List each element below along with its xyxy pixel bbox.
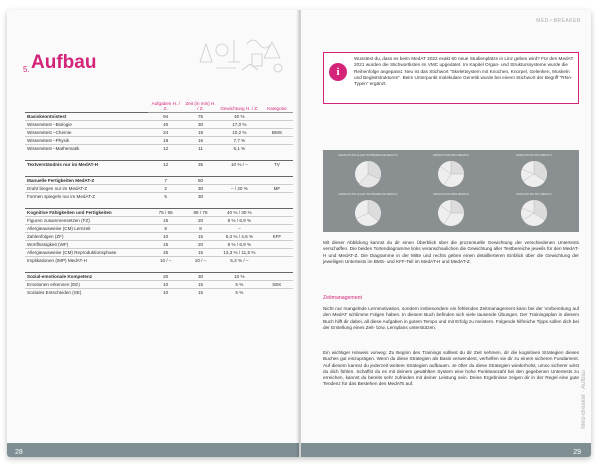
table-cell: 20 — [183, 217, 218, 225]
row-label: Figuren zusammensetzen (FZ) — [25, 217, 148, 225]
table-cell: 20 — [183, 241, 218, 249]
category-cell: KFF — [261, 233, 293, 241]
category-cell — [261, 193, 293, 201]
pie-chart — [412, 192, 490, 228]
science-doodles-icon — [192, 32, 287, 77]
table-cell: 5,1 % — [218, 145, 261, 153]
category-cell: MF — [261, 185, 293, 193]
table-cell: 7 — [148, 177, 183, 185]
table-header: Zeit (in min) H. / Z. — [183, 100, 218, 113]
book-spread — [7, 10, 591, 457]
table-header-row — [25, 100, 293, 113]
category-cell: TV — [261, 161, 293, 169]
table-header: Aufgaben H. / Z. — [148, 100, 183, 113]
category-cell — [261, 225, 293, 233]
table-cell: 12 — [148, 145, 183, 153]
table-cell — [218, 177, 261, 185]
row-label: Soziales Entscheiden (SE) — [25, 289, 148, 297]
table-cell: 10 / – — [148, 257, 183, 265]
table-cell: 88 / 78 — [183, 209, 218, 217]
test-structure-table — [25, 100, 293, 296]
category-cell — [261, 257, 293, 265]
row-label: Manuelle Fertigkeiten MedAT-Z — [25, 177, 148, 185]
row-label: Wissenstest –Mathematik — [25, 145, 148, 153]
table-cell: 30 — [183, 121, 218, 129]
row-label: Sozial-emotionale Kompetenz — [25, 273, 148, 281]
pie-chart — [495, 192, 573, 228]
category-cell — [261, 273, 293, 281]
row-label: Allergieausweise (CM) Reproduktionsphase — [25, 249, 148, 257]
table-cell: 12 — [148, 161, 183, 169]
table-cell: 7,7 % — [218, 137, 261, 145]
table-cell: 30 — [183, 185, 218, 193]
row-label: Wissenstest –Biologie — [25, 121, 148, 129]
info-box — [323, 52, 579, 104]
section-heading: Zeitmanagement — [323, 295, 362, 301]
table-row — [25, 193, 293, 201]
pie-chart-graphic — [412, 153, 490, 189]
category-cell — [261, 217, 293, 225]
table-cell: 15 — [183, 249, 218, 257]
table-cell: 10 — [148, 281, 183, 289]
table-cell: 40 — [148, 121, 183, 129]
category-cell — [261, 145, 293, 153]
row-label: Emotionen erkennen (EE) — [25, 281, 148, 289]
row-label: Wissenstest –Chemie — [25, 129, 148, 137]
table-cell: 30 — [183, 273, 218, 281]
table-row — [25, 121, 293, 129]
table-spacer — [25, 152, 293, 161]
page-footer — [7, 443, 299, 457]
table-header — [25, 100, 148, 113]
paragraph-strategy-hint: Ein wichtiger Hinweis vorweg: Zu Beginn des Trainings solltest du dir Zeit nehmen, dir die kognitiven Strategien dieses Buches gut einzuprägen. Wenn du diese Strategien als Basis verwendest, verhelfen sie dir zu einem sicheren Fundament. Auf diesem kannst du jederzeit weitere Strategien aufbauen. Je öfter du diese Strategien wiederholst, umso sicherer wirst du dich fühlen. Schaffst du es mit deinem gewählten System eine hohe Punkteanzahl bei den gegebenen Untertests zu erreichen, kannst du bereits sehr zufrieden mit deiner Leistung sein. Deine Ergebnisse zeigen dir in der Regel eine gute Tendenz für das Bestehen des MedATs auf. — [323, 350, 579, 387]
row-label: Wortflüssigkeit (WF) — [25, 241, 148, 249]
info-text: Wusstest du, dass es beim MedAT 2022 exakt 60 neue Studienplätze in Linz geben wird? Für den MedAT 2021 wurden die Stichwortlisten im VMC upgedatet. Im Kapitel Organ- und Strukturssysteme wurde die Reihenfolge angepasst. Neu ist das Stichwort "Skelettsystem mit Knochen, Knorpel, Gelenken, Muskeln und Begleitstrukturen". Beim Unterpunkt molekulare Genetik wurde bei einem Stichwort der Begriff "RNA-Typen" ergänzt. — [354, 56, 574, 87]
pie-charts-figure — [323, 150, 579, 232]
table-cell: 30 — [183, 193, 218, 201]
pie-chart — [412, 153, 490, 189]
table-row — [25, 129, 293, 137]
table-body — [25, 113, 293, 297]
pie-caption: GEWICHTUNG ALLER TESTBEREICHE MEDAT-H — [338, 154, 398, 157]
table-cell: 10 — [148, 233, 183, 241]
category-cell — [261, 137, 293, 145]
table-cell: 5,3 % / – — [218, 257, 261, 265]
table-cell: 8 % / 6,9 % — [218, 241, 261, 249]
info-icon: i — [329, 63, 347, 81]
table-cell: 2 — [148, 185, 183, 193]
row-label: Textverständnis nur im MedAT-H — [25, 161, 148, 169]
row-label: Wissenstest –Physik — [25, 137, 148, 145]
right-page — [301, 10, 591, 457]
pie-chart — [329, 192, 407, 228]
table-cell: 10 — [148, 289, 183, 297]
category-cell — [261, 241, 293, 249]
pie-caption: GEWICHTUNG KFF MEDAT-H — [516, 154, 552, 157]
table-cell: 40 % — [218, 113, 261, 121]
table-header: Kategorie — [261, 100, 293, 113]
table-cell: 10 / – — [183, 257, 218, 265]
pie-chart — [495, 153, 573, 189]
row-label: Formen spiegeln nur im MedAT-Z — [25, 193, 148, 201]
table-cell: 10 % / – — [218, 161, 261, 169]
table-cell: 8 — [148, 225, 183, 233]
table-spacer — [25, 200, 293, 209]
row-label: Basiskenntnistest — [25, 113, 148, 121]
table-row — [25, 161, 293, 169]
table-cell: 8 — [183, 225, 218, 233]
table-cell: 15 — [183, 233, 218, 241]
table-row — [25, 137, 293, 145]
category-cell — [261, 113, 293, 121]
table-cell: 5,3 % / 4,6 % — [218, 233, 261, 241]
table-cell: – — [218, 225, 261, 233]
table-cell — [218, 193, 261, 201]
table-cell: 75 / 65 — [148, 209, 183, 217]
table-row — [25, 185, 293, 193]
table-cell: 25 — [148, 249, 183, 257]
table-cell: 13,3 % / 11,5 % — [218, 249, 261, 257]
table-row — [25, 209, 293, 217]
pie-chart-graphic — [495, 153, 573, 189]
paragraph-figure-explanation: Mit dieser Abbildung kannst du dir einen Überblick über die prozentuelle Gewichtung der verschiedenen Untertests verschaffen. Die beiden Tortendiagramme links veranschaulichen die Gewichtung aller Testbereiche jeweils für den MedAT-H und MedAT-Z. Die Diagramme in der Mitte und rechts geben einen detaillierteren Einblick über die Gewichtung der jeweiligen Untertests im BMS- und KFF-Teil im MedAT-H und MedAT-Z. — [323, 240, 579, 264]
table-cell: 35 — [183, 161, 218, 169]
table-cell: 15 — [183, 289, 218, 297]
table-row — [25, 249, 293, 257]
table-cell: – / 20 % — [218, 185, 261, 193]
brand-logo: MED✓BREAKER — [536, 18, 581, 24]
category-cell — [261, 289, 293, 297]
table-spacer — [25, 264, 293, 273]
table-cell: 5 % — [218, 281, 261, 289]
table-cell: 5 % — [218, 289, 261, 297]
table-row — [25, 217, 293, 225]
category-cell — [261, 209, 293, 217]
table-cell: 8 % / 6,9 % — [218, 217, 261, 225]
pie-chart-graphic — [412, 192, 490, 228]
table-cell: 20 — [148, 273, 183, 281]
table-cell: 10 % — [218, 273, 261, 281]
category-cell — [261, 121, 293, 129]
table-row — [25, 145, 293, 153]
table-row — [25, 281, 293, 289]
table-cell: 18 — [183, 129, 218, 137]
table-row — [25, 233, 293, 241]
table-cell: 15 — [183, 281, 218, 289]
table-cell: 40 % / 30 % — [218, 209, 261, 217]
pie-caption: GEWICHTUNG BMS MEDAT-Z — [432, 193, 470, 196]
category-cell — [261, 249, 293, 257]
table-cell: 5 — [148, 193, 183, 201]
page-number: 28 — [15, 449, 23, 456]
row-label: Draht biegen nur im MedAT-Z — [25, 185, 148, 193]
pie-caption: GEWICHTUNG ALLER TESTBEREICHE MEDAT-Z — [338, 193, 398, 196]
row-label: Kognitive Fähigkeiten und Fertigkeiten — [25, 209, 148, 217]
pie-chart-graphic — [495, 192, 573, 228]
category-cell — [261, 177, 293, 185]
pie-chart-graphic — [329, 192, 407, 228]
table-row — [25, 289, 293, 297]
table-spacer — [25, 168, 293, 177]
paragraph-time-management: Nicht nur mangelnde Lernmotivation, sondern insbesondere ein fehlendes Zeitmanagement kann bei der Vorbereitung auf den MedAT schlimme Folgen haben. In diesem Buch befinden sich viele tausende Übungen. Der Trainingsplan in diesem Buch hilft dir dabei, all diese Aufgaben in gutem Tempo und mit Erfolg zu meistern. Folgende hilfreiche Tipps sollen dich bei der Erstellung eines Zeit- bzw. Lernplans unterstützen. — [323, 306, 579, 330]
pie-caption: GEWICHTUNG KFF MEDAT-Z — [516, 193, 552, 196]
table-cell: 15 — [148, 217, 183, 225]
left-page — [7, 10, 299, 457]
category-cell: SEK — [261, 281, 293, 289]
table-row — [25, 177, 293, 185]
table-cell: 60 — [183, 177, 218, 185]
table-header: Gewichtung H. / Z. — [218, 100, 261, 113]
table-row — [25, 257, 293, 265]
table-cell: 10,2 % — [218, 129, 261, 137]
table-cell: 16 — [183, 137, 218, 145]
table-row — [25, 225, 293, 233]
category-cell: BMS — [261, 129, 293, 137]
table-cell: 75 — [183, 113, 218, 121]
side-running-title: Med-Breaker · Aufbau — [581, 370, 587, 429]
row-label: Zahlenfolgen (ZF) — [25, 233, 148, 241]
table-row — [25, 273, 293, 281]
table-cell: 17,0 % — [218, 121, 261, 129]
table-row — [25, 113, 293, 121]
table-row — [25, 241, 293, 249]
row-label: Allergieausweise (CM) Lernzeit — [25, 225, 148, 233]
table-cell: 15 — [148, 241, 183, 249]
table-cell: 94 — [148, 113, 183, 121]
pie-chart-graphic — [329, 153, 407, 189]
section-number: 5. — [23, 65, 30, 74]
page-title: Aufbau — [31, 52, 97, 73]
table-cell: 24 — [148, 129, 183, 137]
table-cell: 11 — [183, 145, 218, 153]
pie-chart — [329, 153, 407, 189]
table-cell: 18 — [148, 137, 183, 145]
page-number: 29 — [573, 449, 581, 456]
page-footer — [301, 443, 591, 457]
row-label: Implikationen (IMP) MedAT-H — [25, 257, 148, 265]
pie-caption: GEWICHTUNG BMS MEDAT-H — [432, 154, 470, 157]
